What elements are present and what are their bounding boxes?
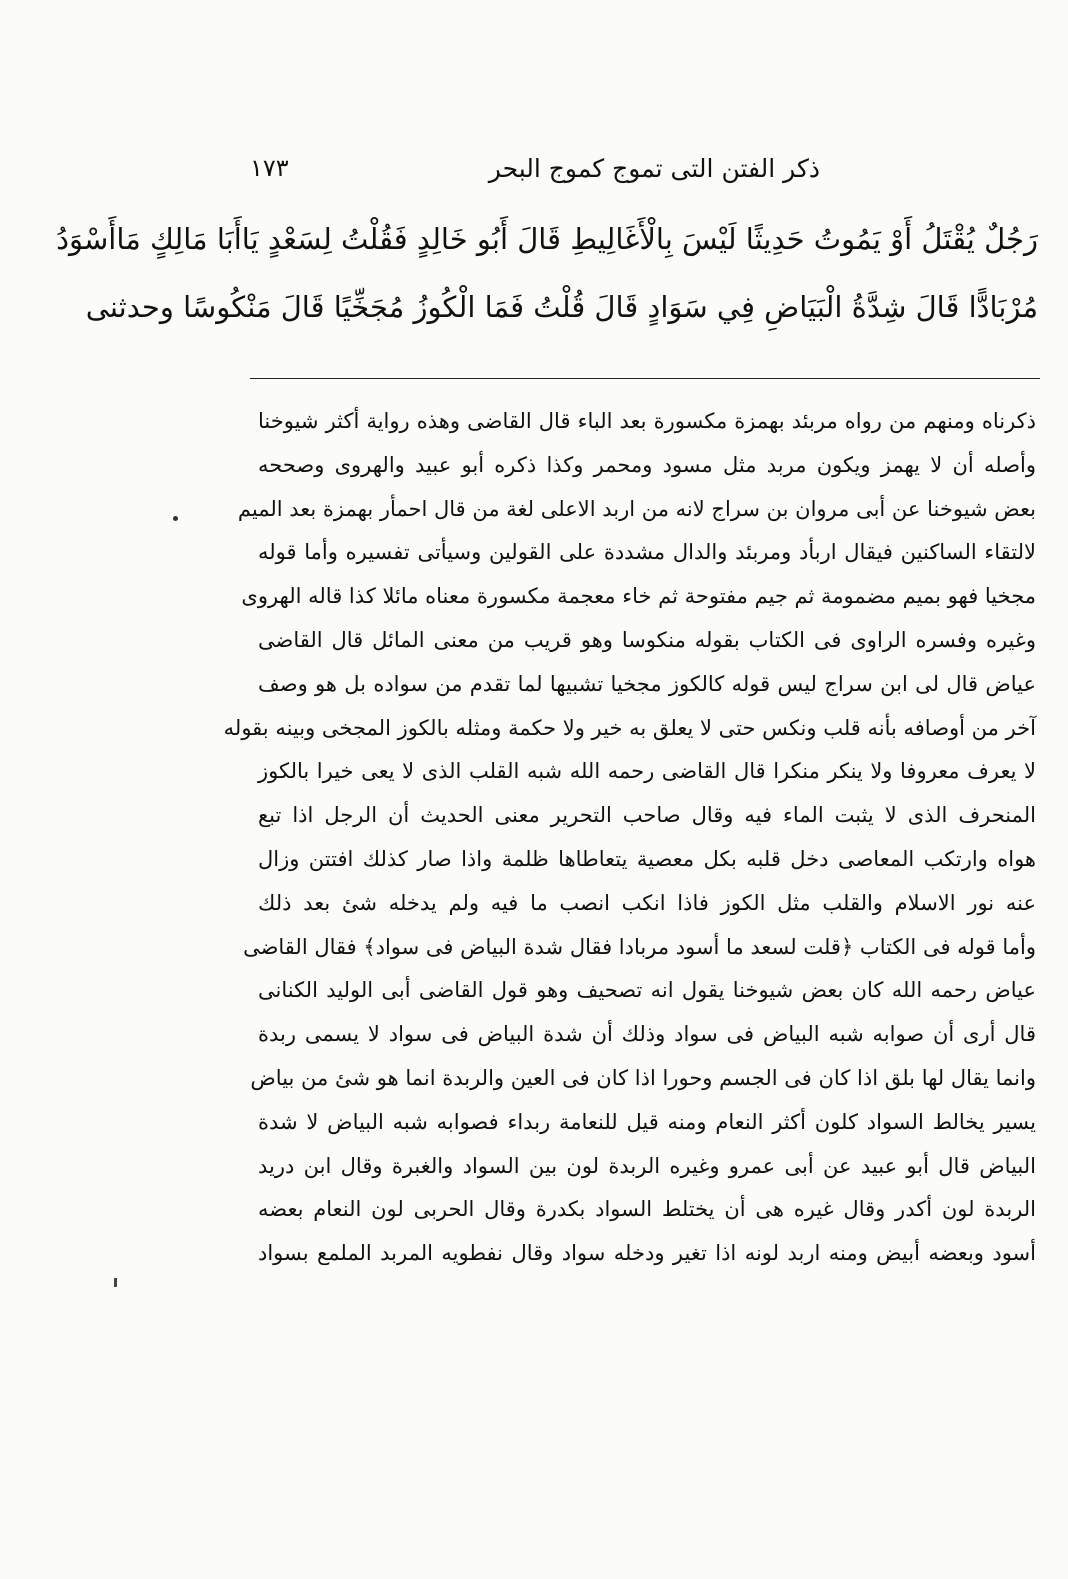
hadith-text (56, 205, 1038, 341)
commentary-line: عياض قال لى ابن سراج ليس قوله كالكوز مجخيا تشبيها لما تقدم من سواده بل هو وصف (258, 671, 1036, 696)
commentary-line: بعض شيوخنا عن أبى مروان بن سراج لانه من اربد الاعلى لغة من قال احمأر بهمزة بعد الميم (237, 496, 1036, 521)
commentary-line: الربدة لون أكدر وقال غيره هى أن يختلط السواد بكدرة وقال الحربى لون النعام بعضه (258, 1197, 1036, 1222)
commentary-line: المنحرف الذى لا يثبت الماء فيه وقال صاحب التحرير معنى الحديث أن الرجل اذا تبع (258, 803, 1036, 828)
commentary-line: أسود وبعضه أبيض ومنه اربد لونه اذا تغير ودخله سواد وقال نفطويه المربد الملمع بسواد (258, 1241, 1036, 1266)
commentary-line: عياض رحمه الله كان بعض شيوخنا يقول انه تصحيف وهو قول القاضى أبى الوليد الكنانى (258, 978, 1036, 1003)
commentary-line: وغيره وفسره الراوى فى الكتاب بقوله منكوسا وهو قريب من معنى المائل قال القاضى (258, 627, 1036, 652)
commentary-line: البياض قال أبو عبيد عن أبى عمرو وغيره الربدة لون بين السواد والغبرة وقال ابن دريد (258, 1153, 1036, 1178)
commentary-line: مجخيا فهو بميم مضمومة ثم جيم مفتوحة ثم خاء معجمة مكسورة معناه مائلا كذا قاله الهروى (241, 584, 1036, 609)
hadith-line: رَجُلٌ يُقْتَلُ أَوْ يَمُوتُ حَدِيثًا لَيْسَ بِالْأَغَالِيطِ قَالَ أَبُو خَالِدٍ فَقُلْتُ لِسَعْدٍ يَاأَبَا مَالِكٍ مَاأَسْوَدُ (56, 222, 1038, 256)
section-divider (250, 378, 1040, 379)
commentary-line: عنه نور الاسلام والقلب مثل الكوز فاذا انكب انصب ما فيه ولم يدخله شئ بعد ذلك (258, 890, 1036, 915)
commentary-line: يسير يخالط السواد كلون أكثر النعام ومنه قيل للنعامة ربداء فصوابه شبه البياض لا شدة (258, 1109, 1036, 1134)
margin-speck (114, 1278, 117, 1287)
hadith-line: مُرْبَادًّا قَالَ شِدَّةُ الْبَيَاضِ فِي سَوَادٍ قَالَ قُلْتُ فَمَا الْكُوزُ مُجَخِّيًا قَالَ مَنْكُوسًا وحدثنى (85, 290, 1038, 324)
commentary-line: وأما قوله فى الكتاب ﴿قلت لسعد ما أسود مربادا فقال شدة البياض فى سواد﴾ فقال القاضى (243, 934, 1036, 959)
margin-dot (173, 516, 178, 521)
page-number: ١٧٣ (250, 154, 289, 182)
commentary-text (223, 400, 1036, 1276)
commentary-line: ذكرناه ومنهم من رواه مربئد بهمزة مكسورة بعد الباء قال القاضى وهذه رواية أكثر شيوخنا (258, 409, 1036, 433)
running-header (250, 150, 820, 190)
commentary-line: آخر من أوصافه بأنه قلب ونكس حتى لا يعلق به خير ولا حكمة ومثله بالكوز المجخى وبينه بقوله (223, 715, 1036, 740)
header-title: ذكر الفتن التى تموج كموج البحر (488, 154, 820, 183)
commentary-line: لالتقاء الساكنين فيقال اربأد ومربئد والدال مشددة على القولين وسيأتى تفسيره وأما قوله (258, 540, 1036, 565)
commentary-line: هواه وارتكب المعاصى دخل قلبه بكل معصية يتعاطاها ظلمة واذا صار كذلك افتتن وزال (258, 846, 1036, 871)
commentary-line: وانما يقال لها بلق اذا كان فى الجسم وحورا اذا كان فى العين والربدة انما هو شئ من بياض (250, 1065, 1036, 1090)
commentary-line: وأصله أن لا يهمز ويكون مربد مثل مسود ومحمر وكذا ذكره أبو عبيد والهروى وصححه (258, 452, 1036, 477)
commentary-line: لا يعرف معروفا ولا ينكر منكرا قال القاضى رحمه الله شبه القلب الذى لا يعى خيرا بالكوز (258, 759, 1036, 784)
commentary-line: قال أرى أن صوابه شبه البياض فى سواد وذلك أن شدة البياض فى سواد لا يسمى ربدة (258, 1022, 1036, 1047)
